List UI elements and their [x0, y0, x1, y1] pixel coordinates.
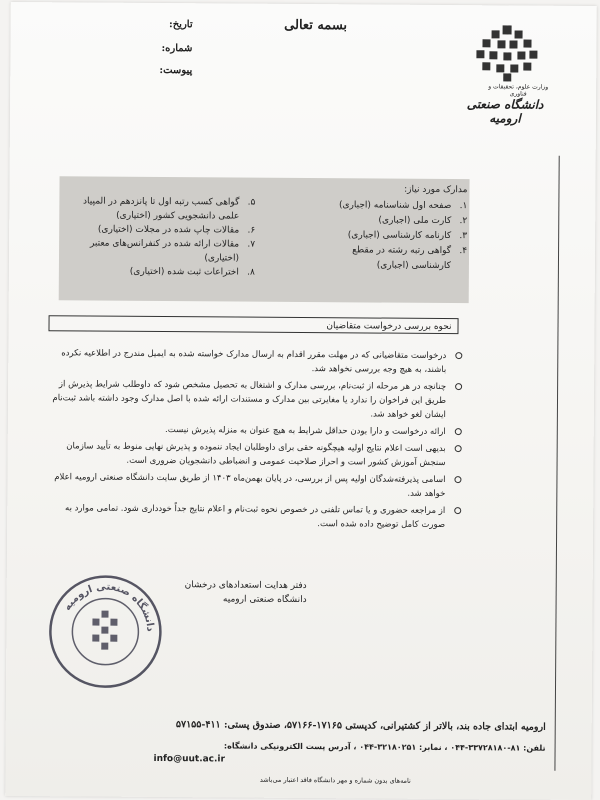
rule-text: از مراجعه حضوری و یا تماس تلفنی در خصوص نحوه ثبت‌نام و اعلام نتایج جداً خودداری شود. تمامی موارد به صورت کامل توضیح داده شده است.	[65, 503, 446, 531]
university-logo-icon	[472, 23, 542, 83]
footer-address: ارومیه ابتدای جاده بند، بالاتر از کشتیرانی، کدپستی ۱۷۱۶۵-۵۷۱۶۶، صندوق پستی: ۴۱۱-۵۷۱۵۵	[175, 719, 546, 733]
circle-bullet-icon	[454, 507, 461, 514]
documents-title: مدارک مورد نیاز:	[404, 184, 468, 196]
rule-item	[47, 501, 463, 532]
office-university: دانشگاه صنعتی ارومیه	[222, 594, 307, 606]
number-label: شماره:	[161, 43, 193, 55]
rule-item	[48, 377, 464, 422]
rule-item	[48, 439, 464, 470]
list-item	[69, 222, 255, 237]
review-section-title: نحوه بررسی درخواست متقاضیان	[48, 315, 458, 334]
item-text: مقالات چاپ شده در مجلات (اختیاری)	[97, 224, 240, 236]
official-stamp-icon	[46, 572, 165, 691]
item-text: کارنامه کارشناسی (اجباری)	[347, 230, 452, 242]
item-number: ۶.	[247, 225, 256, 236]
rule-item	[47, 470, 463, 501]
list-item	[331, 228, 467, 244]
circle-bullet-icon	[454, 476, 461, 483]
circle-bullet-icon	[455, 445, 462, 452]
rule-text: اسامی پذیرفته‌شدگان اولیه پس از بررسی، در پایان بهمن‌ماه ۱۴۰۳ از طریق سایت دانشگاه صنعتی ارومیه اعلام خواهد شد.	[54, 472, 446, 500]
circle-bullet-icon	[455, 352, 462, 359]
signature-block	[157, 578, 307, 607]
list-item	[331, 243, 467, 274]
footer-note: نامه‌های بدون شماره و مهر دانشگاه فاقد اعتبار می‌باشد	[259, 775, 411, 785]
optional-documents-list	[69, 194, 256, 279]
document-page	[5, 2, 597, 800]
rule-text: ارائه درخواست و دارا بودن حداقل شرایط به هیچ عنوان به منزله پذیرش نیست.	[165, 425, 446, 438]
margin-rule	[554, 156, 559, 771]
item-text: اختراعات ثبت شده (اختیاری)	[129, 266, 239, 278]
item-text: مقالات ارائه شده در کنفرانس‌های معتبر (اختیاری)	[89, 238, 240, 264]
svg-text:دانشگاه صنعتی ارومیه: دانشگاه صنعتی ارومیه	[61, 581, 156, 632]
rule-item	[48, 346, 464, 377]
rule-text: چنانچه در هر مرحله از ثبت‌نام، بررسی مدارک و اشتغال به تحصیل مشخص شود که داوطلب شرایط پذیرش از طریق این فراخوان را ندارد یا مغایرتی بین مدارک و مستندات ارائه شده با اصل مدارک وجود داشته باشد ثبت‌نام ایشان لغو خواهد شد.	[52, 379, 447, 421]
list-item	[69, 236, 255, 265]
item-number: ۴.	[459, 246, 468, 257]
university-name: دانشگاه صنعتی ارومیه	[466, 97, 544, 126]
item-number: ۳.	[459, 231, 468, 242]
ministry-name: وزارت علوم، تحقیقات و فناوری	[488, 83, 549, 98]
item-number: ۲.	[459, 216, 468, 227]
office-name: دفتر هدایت استعدادهای درخشان	[184, 580, 307, 592]
circle-bullet-icon	[455, 428, 462, 435]
required-documents-list	[331, 198, 468, 274]
rule-item	[48, 422, 464, 439]
item-text: کارت ملی (اجباری)	[378, 215, 452, 227]
bismillah: بسمه تعالی	[284, 17, 348, 34]
item-number: ۱.	[459, 201, 468, 212]
list-item	[331, 198, 467, 214]
footer-phone: تلفن: ۸۱-۳۳۷۲۸۱۸۰-۰۴۴ ، نمابر: ۳۲۱۸۰۲۵۱-۰۴۴ ، آدرس پست الکترونیکی دانشگاه:	[223, 741, 546, 753]
circle-bullet-icon	[455, 383, 462, 390]
item-text: گواهی کسب رتبه اول تا پانزدهم در المپیاد علمی دانشجویی کشور (اختیاری)	[83, 196, 240, 222]
list-item	[69, 264, 255, 279]
list-item	[69, 194, 255, 223]
footer-email[interactable]: info@uut.ac.ir	[153, 753, 226, 765]
item-text: صفحه اول شناسنامه (اجباری)	[338, 200, 452, 212]
date-label: تاریخ:	[168, 19, 193, 31]
item-number: ۷.	[247, 239, 256, 250]
review-rules-list	[47, 346, 464, 535]
rule-text: بدیهی است اعلام نتایج اولیه هیچگونه حقی برای داوطلبان ایجاد ننموده و پذیرش نهایی منوط به تأیید سازمان سنجش آموزش کشور است و احراز صلاحیت عمومی و انضباطی دانشجویان ضروری است.	[66, 441, 446, 469]
rule-text: درخواست متقاضیانی که در مهلت مقرر اقدام به ارسال مدارک خواسته شده به ایمیل مندرج در اطلاعیه نکرده باشند، به هیچ وجه بررسی نخواهد شد.	[61, 348, 447, 376]
list-item	[331, 213, 467, 229]
item-number: ۸.	[247, 267, 255, 278]
item-text: گواهی رتبه رشته در مقطع کارشناسی (اجباری)	[352, 245, 452, 272]
attachment-label: پیوست:	[159, 65, 193, 77]
item-number: ۵.	[247, 197, 256, 208]
